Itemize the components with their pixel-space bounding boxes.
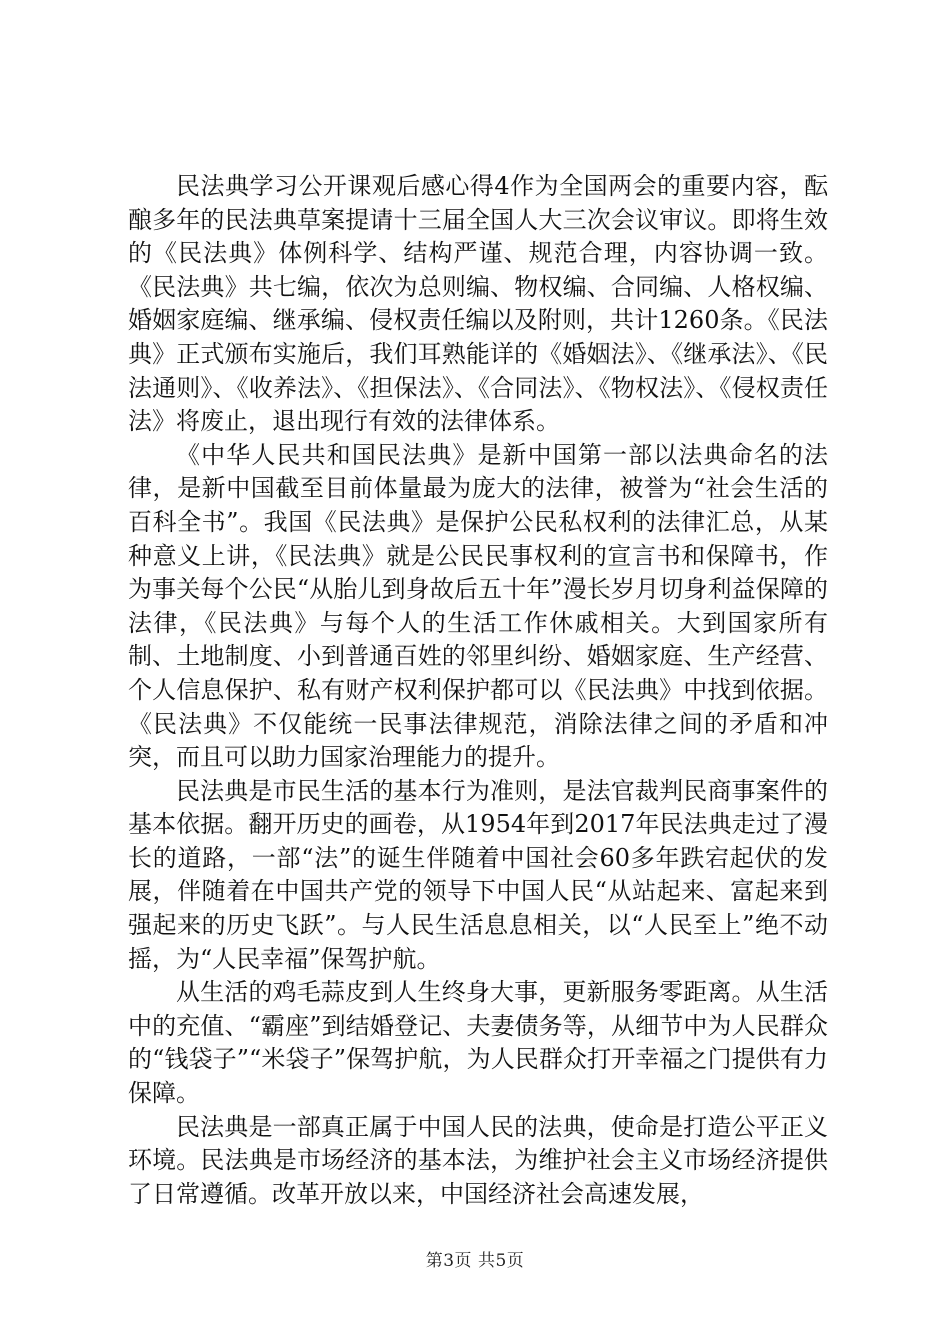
paragraph-3: 民法典是市民生活的基本行为准则，是法官裁判民商事案件的基本依据。翻开历史的画卷，从1954年到2017年民法典走过了漫长的道路，一部“法”的诞生伴随着中国社会60多年跌宕起伏的发展，伴随着在中国共产党的领导下中国人民“从站起来、富起来到强起来的历史飞跃”。与人民生活息息相关，以“人民至上”绝不动摇，为“人民幸福”保驾护航。 [128, 776, 828, 973]
paragraph-2: 《中华人民共和国民法典》是新中国第一部以法典命名的法律，是新中国截至目前体量最为庞大的法律，被誉为“社会生活的百科全书”。我国《民法典》是保护公民私权利的法律汇总，从某种意义上讲，《民法典》就是公民民事权利的宣言书和保障书，作为事关每个公民“从胎儿到身故后五十年”漫长岁月切身利益保障的法律，《民法典》与每个人的生活工作休戚相关。大到国家所有制、土地制度、小到普通百姓的邻里纠纷、婚姻家庭、生产经营、个人信息保护、私有财产权利保护都可以《民法典》中找到依据。《民法典》不仅能统一民事法律规范，消除法律之间的矛盾和冲突，而且可以助力国家治理能力的提升。 [128, 440, 828, 772]
document-body [128, 170, 828, 1211]
page-footer: 第3页 共5页 [425, 1251, 525, 1271]
paragraph-1: 民法典学习公开课观后感心得4作为全国两会的重要内容，酝酿多年的民法典草案提请十三届全国人大三次会议审议。即将生效的《民法典》体例科学、结构严谨、规范合理，内容协调一致。《民法典》共七编，依次为总则编、物权编、合同编、人格权编、婚姻家庭编、继承编、侵权责任编以及附则，共计1260条。《民法典》正式颁布实施后，我们耳熟能详的《婚姻法》、《继承法》、《民法通则》、《收养法》、《担保法》、《合同法》、《物权法》、《侵权责任法》将废止，退出现行有效的法律体系。 [128, 172, 828, 436]
paragraph-5: 民法典是一部真正属于中国人民的法典，使命是打造公平正义环境。民法典是市场经济的基本法，为维护社会主义市场经济提供了日常遵循。改革开放以来，中国经济社会高速发展， [128, 1112, 828, 1208]
paragraph-4: 从生活的鸡毛蒜皮到人生终身大事，更新服务零距离。从生活中的充值、“霸座”到结婚登记、夫妻债务等，从细节中为人民群众的“钱袋子”“米袋子”保驾护航，为人民群众打开幸福之门提供有力保障。 [128, 978, 828, 1108]
